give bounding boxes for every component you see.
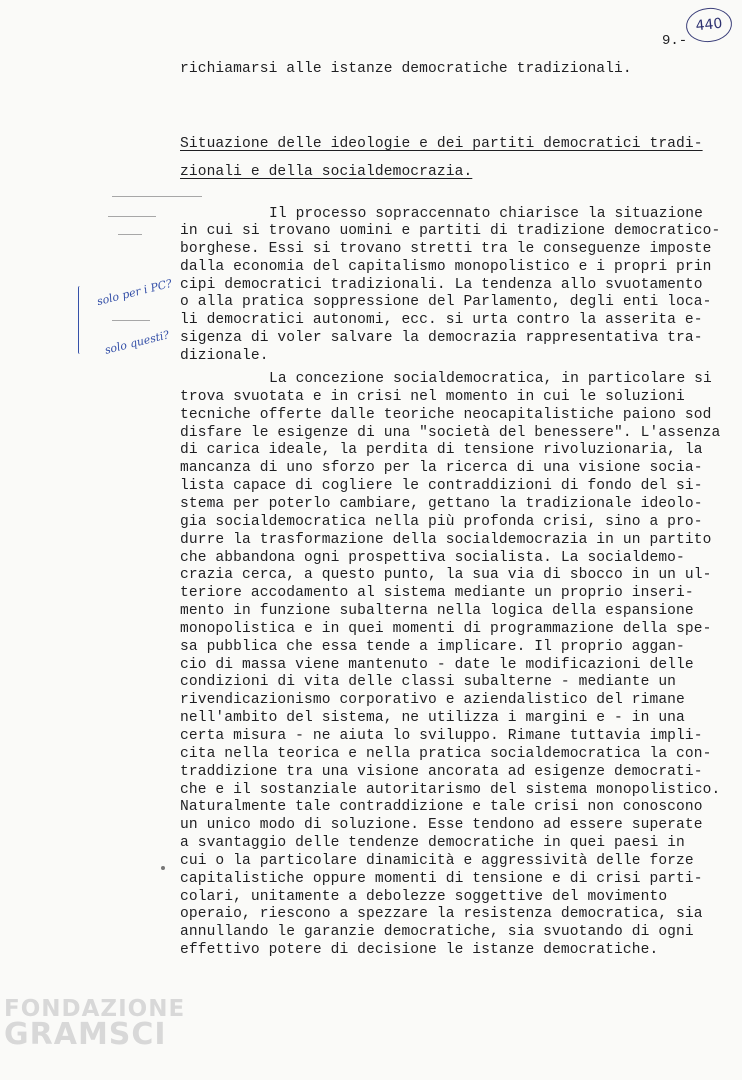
page-number: 9.- <box>662 33 688 49</box>
paragraph-2-line: cio di massa viene mantenuto - date le modificazioni delle <box>180 657 694 673</box>
paragraph-2-line: effettivo potere di decisione le istanze democratiche. <box>180 942 659 958</box>
paragraph-1-line: o alla pratica soppressione del Parlamento, degli enti loca- <box>180 294 712 310</box>
margin-bracket <box>78 286 85 354</box>
paragraph-2-line: Naturalmente tale contraddizione e tale crisi non conoscono <box>180 799 703 815</box>
watermark <box>4 996 186 1052</box>
paragraph-1-line: cipi democratici tradizionali. La tendenza allo svuotamento <box>180 277 703 293</box>
margin-rule <box>112 320 150 321</box>
paragraph-1-line: borghese. Essi si trovano stretti tra le conseguenze imposte <box>180 241 712 257</box>
section-heading-line-1: Situazione delle ideologie e dei partiti democratici tradi- <box>180 136 703 152</box>
paragraph-1-line: in cui si trovano uomini e partiti di tradizione democratico- <box>180 223 721 239</box>
margin-rule <box>112 196 202 197</box>
paragraph-2-line: trova svuotata e in crisi nel momento in cui le soluzioni <box>180 389 685 405</box>
paragraph-2-line: gia socialdemocratica nella più profonda crisi, sino a pro- <box>180 514 703 530</box>
paragraph-2-line: sa pubblica che essa tende a implicare. Il proprio aggan- <box>180 639 685 655</box>
paragraph-2-line: La concezione socialdemocratica, in particolare si <box>269 371 712 387</box>
paragraph-2-line: colari, unitamente a debolezze soggettive del movimento <box>180 889 668 905</box>
paragraph-2-line: cui o la particolare dinamicità e aggressività delle forze <box>180 853 694 869</box>
paragraph-2-line: disfare le esigenze di una "società del benessere". L'assenza <box>180 425 721 441</box>
paragraph-1-line: dizionale. <box>180 348 269 364</box>
paragraph-2-line: condizioni di vita delle classi subalterne - mediante un <box>180 674 677 690</box>
paragraph-2-line: tecniche offerte dalle teoriche neocapitalistiche paiono sod <box>180 407 712 423</box>
margin-dot <box>161 866 165 870</box>
margin-note-1: solo per i PC? <box>95 276 174 309</box>
watermark-line-1: FONDAZIONE <box>4 996 186 1022</box>
paragraph-2-line: mancanza di uno sforzo per la ricerca di una visione socia- <box>180 460 703 476</box>
paragraph-2-line: un unico modo di soluzione. Esse tendono ad essere superate <box>180 817 703 833</box>
paragraph-1-line: sigenza di voler salvare la democrazia rappresentativa tra- <box>180 330 703 346</box>
archive-number-stamp: 440 <box>684 6 733 45</box>
intro-line: richiamarsi alle istanze democratiche tradizionali. <box>180 61 632 77</box>
paragraph-2-line: traddizione tra una visione ancorata ad esigenze democrati- <box>180 764 703 780</box>
paragraph-2-line: monopolistica e in quei momenti di programmazione della spe- <box>180 621 712 637</box>
paragraph-1-line: Il processo sopraccennato chiarisce la situazione <box>269 206 704 222</box>
paragraph-2-line: che abbandona ogni prospettiva socialista. La socialdemo- <box>180 550 685 566</box>
paragraph-2-line: annullando le garanzie democratiche, sia svuotando di ogni <box>180 924 694 940</box>
paragraph-2-line: di carica ideale, la perdita di tensione rivoluzionaria, la <box>180 442 703 458</box>
paragraph-2-line: rivendicazionismo corporativo e aziendalistico del rimane <box>180 692 685 708</box>
watermark-line-2: GRAMSCI <box>4 1017 167 1052</box>
paragraph-2-line: capitalistiche oppure momenti di tensione e di crisi parti- <box>180 871 703 887</box>
paragraph-2-line: certa misura - ne aiuta lo sviluppo. Rimane tuttavia impli- <box>180 728 703 744</box>
margin-note-2: solo questi? <box>103 328 171 357</box>
paragraph-2-line: mento in funzione subalterna nella logica della espansione <box>180 603 694 619</box>
paragraph-2-line: crazia cerca, a questo punto, la sua via di sbocco in un ul- <box>180 567 712 583</box>
paragraph-2-line: nell'ambito del sistema, ne utilizza i margini e - in una <box>180 710 685 726</box>
paragraph-1-line: dalla economia del capitalismo monopolistico e i propri prin <box>180 259 712 275</box>
paragraph-2-line: cita nella teorica e nella pratica socialdemocratica la con- <box>180 746 712 762</box>
paragraph-1-line: li democratici autonomi, ecc. si urta contro la asserita e- <box>180 312 703 328</box>
paragraph-2-line: a svantaggio delle tendenze democratiche in quei paesi in <box>180 835 685 851</box>
paragraph-2-line: che e il sostanziale autoritarismo del sistema monopolistico. <box>180 782 721 798</box>
paragraph-2-line: operaio, riescono a spezzare la resistenza democratica, sia <box>180 906 703 922</box>
margin-rule <box>108 216 156 217</box>
paragraph-2-line: stema per poterlo cambiare, gettano la tradizionale ideolo- <box>180 496 703 512</box>
paragraph-2-line: durre la trasformazione della socialdemocrazia in un partito <box>180 532 712 548</box>
paragraph-2-line: lista capace di cogliere le contraddizioni di fondo del si- <box>180 478 703 494</box>
paragraph-2-line: teriore accodamento al sistema mediante un proprio inseri- <box>180 585 694 601</box>
section-heading-line-2: zionali e della socialdemocrazia. <box>180 164 473 180</box>
margin-rule <box>118 234 142 235</box>
